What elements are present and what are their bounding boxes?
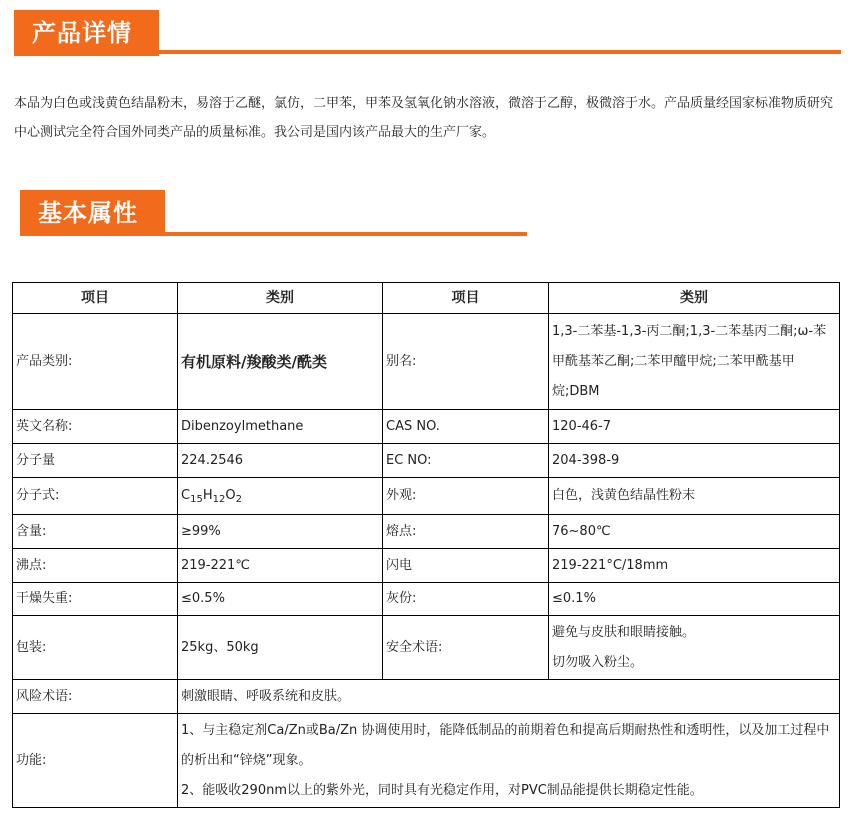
cell-value: 有机原料/羧酸类/酰类 — [178, 314, 383, 410]
cell-value: 76~80℃ — [549, 515, 840, 549]
cell-value: Dibenzoylmethane — [178, 410, 383, 444]
function-line: 1、与主稳定剂Ca/Zn或Ba/Zn 协调使用时，能降低制品的前期着色和提高后期耐热性和透明性，以及加工过程中的析出和“锌烧”现象。 — [181, 722, 830, 768]
cell-label: 英文名称: — [13, 410, 178, 444]
table-row — [13, 616, 840, 680]
cell-value: 224.2546 — [178, 444, 383, 478]
cell-value: ≤0.5% — [178, 583, 383, 616]
table-row — [13, 478, 840, 515]
cell-label: 干燥失重: — [13, 583, 178, 616]
header-category: 类别 — [549, 283, 840, 314]
cell-value: 白色，浅黄色结晶性粉末 — [549, 478, 840, 515]
table-row — [13, 680, 840, 714]
table-row — [13, 549, 840, 583]
cell-label: 闪电 — [383, 549, 549, 583]
header-item: 项目 — [13, 283, 178, 314]
table-row — [13, 444, 840, 478]
molecular-formula: $C_{15}H_{12}O_2$ — [178, 478, 383, 515]
cell-label: 别名: — [383, 314, 549, 410]
section-divider — [165, 232, 527, 236]
section-header-basic-properties — [20, 190, 165, 236]
table-row — [13, 714, 840, 808]
safety-terms-cell — [549, 616, 840, 680]
safety-term: 切勿吸入粉尘。 — [552, 654, 644, 670]
cell-value: ≥99% — [178, 515, 383, 549]
properties-table — [12, 282, 840, 808]
cell-value: 1,3-二苯基-1,3-丙二酮;1,3-二苯基丙二酮;ω-苯甲酰基苯乙酮;二苯甲醯甲烷;二苯甲酰基甲烷;DBM — [549, 314, 840, 410]
table-row — [13, 515, 840, 549]
cell-value: 25kg、50kg — [178, 616, 383, 680]
cell-value: 刺激眼睛、呼吸系统和皮肤。 — [178, 680, 840, 714]
cell-label: EC NO: — [383, 444, 549, 478]
cell-label: 沸点: — [13, 549, 178, 583]
cell-label: CAS NO. — [383, 410, 549, 444]
cell-value: 120-46-7 — [549, 410, 840, 444]
table-header-row — [13, 283, 840, 314]
function-line: 2、能吸收290nm以上的紫外光，同时具有光稳定作用，对PVC制品能提供长期稳定性能。 — [181, 782, 703, 798]
cell-value: 219-221°C/18mm — [549, 549, 840, 583]
product-description: 本品为白色或浅黄色结晶粉末，易溶于乙醚，氯仿，二甲苯，甲苯及氢氧化钠水溶液，微溶于乙醇，极微溶于水。产品质量经国家标准物质研究中心测试完全符合国外同类产品的质量标准。我公司是国内该产品最大的生产厂家。 — [14, 96, 834, 140]
header-category: 类别 — [178, 283, 383, 314]
cell-label: 分子式: — [13, 478, 178, 515]
table-row — [13, 583, 840, 616]
section-header-product-details — [14, 10, 159, 56]
cell-label: 包装: — [13, 616, 178, 680]
function-cell — [178, 714, 840, 808]
cell-value: 219-221℃ — [178, 549, 383, 583]
cell-label: 功能: — [13, 714, 178, 808]
cell-label: 风险术语: — [13, 680, 178, 714]
cell-label: 产品类别: — [13, 314, 178, 410]
table-row — [13, 410, 840, 444]
header-item: 项目 — [383, 283, 549, 314]
section-title: 基本属性 — [38, 199, 138, 227]
cell-label: 灰份: — [383, 583, 549, 616]
cell-label: 熔点: — [383, 515, 549, 549]
cell-value: 204-398-9 — [549, 444, 840, 478]
section-divider — [159, 50, 841, 54]
section-title: 产品详情 — [32, 19, 132, 47]
cell-label: 分子量 — [13, 444, 178, 478]
cell-label: 含量: — [13, 515, 178, 549]
cell-value: ≤0.1% — [549, 583, 840, 616]
cell-label: 外观: — [383, 478, 549, 515]
table-row — [13, 314, 840, 410]
safety-term: 避免与皮肤和眼睛接触。 — [552, 624, 696, 640]
cell-label: 安全术语: — [383, 616, 549, 680]
